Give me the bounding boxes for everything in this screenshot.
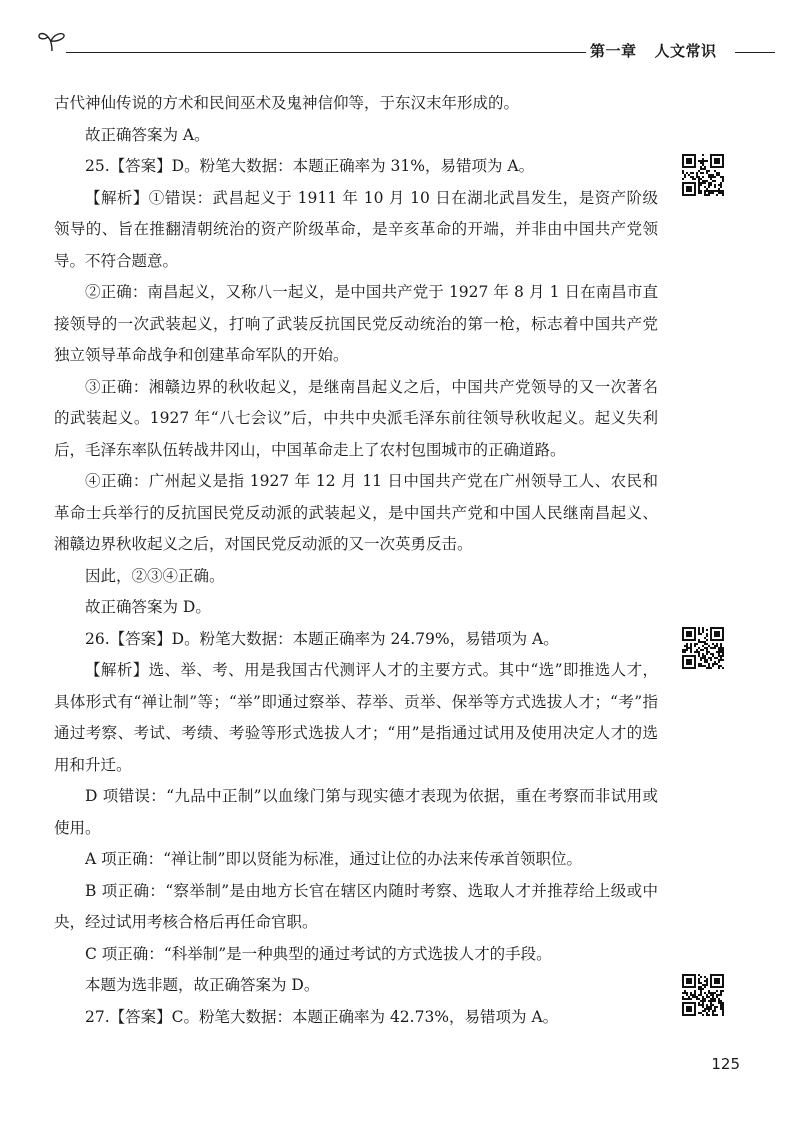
header-rule <box>66 52 586 53</box>
answer-heading-27: 27.【答案】C。粉笔大数据：本题正确率为 42.73%，易错项为 A。 <box>85 1007 559 1026</box>
answer-text <box>54 88 658 1033</box>
chapter-name: 人文常识 <box>654 42 717 60</box>
paragraph: D 项错误：“九品中正制”以血缘门第与现实德才表现为依据，重在考察而非试用或使用。 <box>54 787 658 837</box>
qr-code-icon[interactable] <box>682 974 724 1016</box>
sprout-icon <box>38 30 66 52</box>
analysis-paragraph: 【解析】选、举、考、用是我国古代测评人才的主要方式。其中“选”即推选人才，具体形式有“禅让制”等；“举”即通过察举、荐举、贡举、保举等方式选拔人才；“考”指通过考察、考试、考绩、考验等形式选拔人才；“用”是指通过试用及使用决定人才的选用和升迁。 <box>54 661 658 774</box>
paragraph: ④正确：广州起义是指 1927 年 12 月 11 日中国共产党在广州领导工人、农民和革命士兵举行的反抗国民党反动派的武装起义，是中国共产党和中国人民继南昌起义、湘赣边界秋收起义之后，对国民党反动派的又一次英勇反击。 <box>54 472 658 553</box>
paragraph: B 项正确：“察举制”是由地方长官在辖区内随时考察、选取人才并推荐给上级或中央，经过试用考核合格后再任命官职。 <box>54 881 658 931</box>
analysis-paragraph: 【解析】①错误：武昌起义于 1911 年 10 月 10 日在湖北武昌发生，是资产阶级领导的、旨在推翻清朝统治的资产阶级革命，是辛亥革命的开端，并非由中国共产党领导。不符合题意。 <box>54 188 658 270</box>
chapter-title <box>590 40 717 61</box>
page-header <box>0 0 800 60</box>
paragraph: A 项正确：“禅让制”即以贤能为标准，通过让位的办法来传承首领职位。 <box>85 850 582 868</box>
paragraph: 本题为选非题，故正确答案为 D。 <box>85 976 320 994</box>
qr-code-icon[interactable] <box>682 627 724 669</box>
paragraph: 古代神仙传说的方术和民间巫术及鬼神信仰等，于东汉末年形成的。 <box>54 94 520 112</box>
paragraph: C 项正确：“科举制”是一种典型的通过考试的方式选拔人才的手段。 <box>85 944 552 963</box>
answer-heading-25: 25.【答案】D。粉笔大数据：本题正确率为 31%，易错项为 A。 <box>85 157 535 175</box>
paragraph: ③正确：湘赣边界的秋收起义，是继南昌起义之后，中国共产党领导的又一次著名的武装起义。1927 年“八七会议”后，中共中央派毛泽东前往领导秋收起义。起义失利后，毛泽东率队伍转战井冈山，中国革命走上了农村包围城市的正确道路。 <box>54 377 658 459</box>
paragraph: ②正确：南昌起义，又称八一起义，是中国共产党于 1927 年 8 月 1 日在南昌市直接领导的一次武装起义，打响了武装反抗国民党反动统治的第一枪，标志着中国共产党独立领导革命战争和创建革命军队的开始。 <box>54 283 658 364</box>
page-number: 125 <box>711 1055 740 1073</box>
paragraph: 因此，②③④正确。 <box>85 566 225 585</box>
header-rule-tail <box>735 52 775 53</box>
paragraph: 故正确答案为 A。 <box>85 125 210 144</box>
paragraph: 故正确答案为 D。 <box>85 598 211 616</box>
answer-heading-26: 26.【答案】D。粉笔大数据：本题正确率为 24.79%，易错项为 A。 <box>85 629 559 648</box>
chapter-number: 第一章 <box>590 42 637 60</box>
qr-code-icon[interactable] <box>682 154 724 196</box>
